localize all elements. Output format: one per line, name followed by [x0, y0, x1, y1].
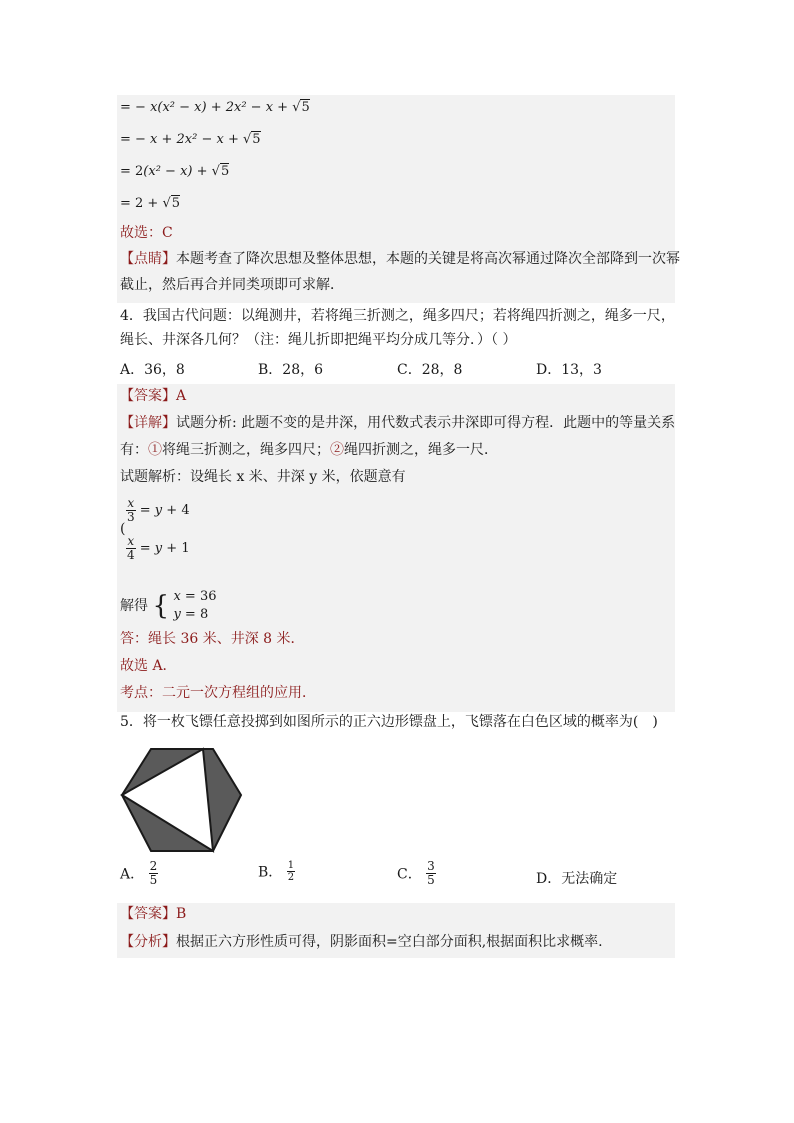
q4-option-a: A．36，8: [120, 362, 185, 378]
q4-option-b: B．28，6: [258, 362, 324, 378]
q5-option-c: C． $\frac{3}{5}$: [397, 859, 435, 887]
q4-answer: 【答案】A: [120, 388, 187, 404]
q4-line1: 4．我国古代问题：以绳测井，若将绳三折测之，绳多四尺；若将绳四折测之，绳多一尺，: [120, 308, 675, 324]
q4-option-d: D．13，3: [536, 362, 602, 378]
dianjing-line1: 【点睛】本题考查了降次思想及整体思想，本题的关键是将高次幂通过降次全部降到一次幂: [120, 251, 680, 267]
step-1: = − x(x² − x) + 2x² − x + √5: [120, 100, 310, 115]
q5-line1: 5．将一枚飞镖任意投掷到如图所示的正六边形镖盘上，飞镖落在白色区域的概率为( ): [120, 714, 658, 730]
q5-option-d: D．无法确定: [536, 871, 618, 887]
q4-line2: 绳长、井深各几何？（注：绳儿折即把绳平均分成几等分．）（ ）: [120, 332, 517, 348]
q4-kaodian: 考点：二元一次方程组的应用．: [120, 685, 316, 701]
q5-answer: 【答案】B: [120, 906, 187, 922]
q4-choose: 故选 A．: [120, 658, 177, 674]
q4-detail-line1: 【详解】试题分析: 此题不变的是井深，用代数式表示井深即可得方程．此题中的等量关系: [120, 415, 676, 431]
hexagon-dartboard-figure: [119, 747, 244, 853]
q4-ans-text: 答：绳长 36 米、井深 8 米．: [120, 631, 305, 647]
q5-option-b: B． $\frac{1}{2}$: [258, 860, 295, 883]
q4-detail-line2: 有：①将绳三折测之，绳多四尺；②绳四折测之，绳多一尺．: [120, 442, 498, 458]
q4-option-c: C．28，8: [397, 362, 463, 378]
answer-3: 故选：C: [120, 225, 173, 241]
dianjing-line2: 截止，然后再合并同类项即可求解．: [120, 277, 344, 293]
step-4: = 2 + √5: [120, 196, 181, 211]
solution-block-3: [117, 95, 675, 303]
equation-system: ( $\frac{x}{3}$ = y + 4 $\frac{x}{4}$ = y + 1: [120, 496, 190, 562]
q4-detail-line3: 试题解析：设绳长 x 米、井深 y 米，依题意有: [120, 469, 406, 485]
step-3: = 2(x² − x) + √5: [120, 164, 230, 179]
q5-analysis: 【分析】根据正六方形性质可得，阴影面积=空白部分面积,根据面积比求概率.: [120, 934, 603, 950]
step-2: = − x + 2x² − x + √5: [120, 132, 261, 147]
solve-result: 解得 { x = 36 y = 8: [120, 589, 217, 622]
q5-option-a: A． $\frac{2}{5}$: [120, 859, 158, 887]
